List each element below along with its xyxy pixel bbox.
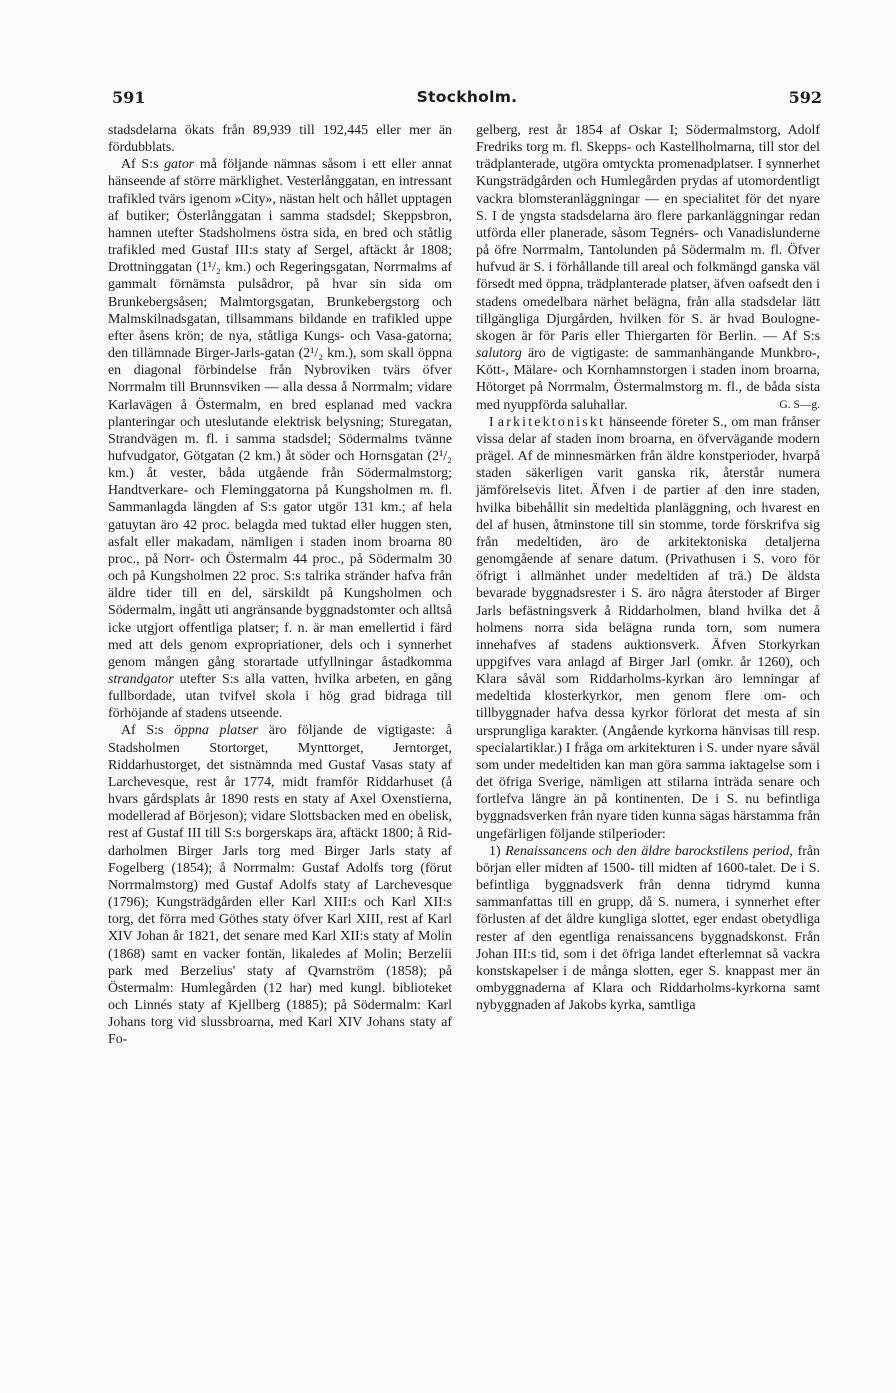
- emphasis-salutorg: salutorg: [476, 346, 522, 362]
- left-column: [108, 122, 452, 1048]
- text-run: må följande nämnas såsom i ett eller annat hänseende af större märklighet. Vesterlånggatan, en intressant trafikled tvärs igenom »City», nästan helt och hållet upptagen af butiker; Österlånggatan i samma stadsdel; Skeppsbron, hamnen utefter Stadsholmens östra sida, en bred och ståtlig trafikled med Gustaf III:s staty af Sergel, aftäckt år 1808; Drottninggatan (1¹/₂ km.) och Regeringsgatan, Norrmalms af gammalt förnämsta pulsådror, på hvar sin sida om Brunkebergsåsen; Malmtorgsgatan, Brunkebergstorg och Malmskilnadsgatan, tillsammans bildande en trafikled uppe efter åsens krön; de nya, ståtliga Kungs- och Vasa-gatorna; den tillämnade Birger-Jarls-gatan (2¹/₂ km.), som skall öppna en diagonal förbindelse från Nybroviken tvärs öfver Norrmalm till Brunnsviken — alla dessa å Norrmalm; vidare Karlavägen å Östermalm, en bred esplanad med vackra planteringar och uteslutande elektrisk belysning; Sturegatan, Strandvägen m. fl. i samma stadsdel; Södermalms tvänne hufvudgator, Götgatan (2 km.) åt söder och Hornsgatan (2¹/₂ km.) åt vester, båda utgående från Södermalmstorg; Handtverkare- och Fleminggatorna på Kungsholmen m. fl. Sammanlagda längden af S:s gator utgör 131 km.; af hela gatuytan äro 42 proc. belagda med tuktad eller huggen sten, asfalt eller makadam, nämligen i staden inom broarna 80 proc., på Norr- och Östermalm 44 proc., på Södermalm 30 och på Kungsholmen 22 proc. S:s talrika stränder hafva från äldre tider till en del, särskildt på Kungsholmen och Södermalm, ingått uti angränsande byggnadstomter och alltså icke utgjort offentliga platser; f. n. är man emellertid i färd med att dels genom expropriationer, dels och i synnerhet genom mången gång storartade utfyllningar åstadkomma: [108, 157, 453, 670]
- running-title: Stockholm.: [416, 88, 518, 106]
- emphasis-gator: gator: [164, 157, 195, 173]
- author-signature: G. S—g.: [779, 398, 820, 411]
- page-number-right: 592: [788, 88, 822, 107]
- text-run: gelberg, rest år 1854 af Oskar I; Södermalmstorg, Adolf Fredriks torg m. fl. Skepps- och Kastellholmarna, till stor del trädplanterade, utgöra omtyckta promenadplatser. I synnerhet Kungsträdgården och Humlegården prydas af utomordentligt vackra blomsteranläggningar — en specialitet för det nyare S. I de yngsta stadsdelarna äro flere parkanläggningar redan utförda eller planerade, såsom Tegnérs- och Vanadislunderne på öfre Norrmalm, Tantolunden på Södermalm m. fl. Öfver hufvud är S. i förhållande till areal och folkmängd ganska väl försedt med öppna, trädplanterade platser, äfven oafsedt den i stadens omedelbara närhet belägna, från alla stadsdelar lätt tillgängliga Djurgården, hvilken för S. är hvad Boulogne-skogen är för Paris eller Thiergarten för Berlin. — Af S:s: [476, 123, 820, 344]
- emphasis-oppna-platser: öppna platser: [174, 723, 259, 739]
- page-header: [112, 88, 822, 112]
- text-run: I: [489, 414, 498, 430]
- paragraph-gator: [108, 156, 452, 722]
- text-run: hänseende företer S., om man frånser vissa delar af staden inom broarna, en öfvervägande modern prägel. Af de minnesmärken från äldre konstperioder, hvarpå staden säkerligen varit ganska rik, återstår numera jämförelsevis litet. Äfven i de partier af den inre staden, hvilka bibehållit sin medeltida planläggning, och hvarest en del af husen, åtminstone till sin stomme, torde förskrifva sig från medeltiden, äro de arkitektoniska detaljerna genomgående af senare datum. (Privathusen i S. voro för öfrigt i allmänhet under medeltiden af trä.) De äldsta bevarade byggnadsrester i S. äro några återstoder af Birger Jarls befästningsverk å Riddarholmen, bland hvilka det å holmens norra sida belägna runda torn, som numera innehafves af stadens auktionsverk. Äfven Storkyrkan uppgifves vara anlagd af Birger Jarl (omkr. år 1260), och Klara såväl som Riddarholms-kyrkan äro lemningar af medeltida klosterkyrkor, men genom flere om- och tillbyggnader hafva dessa kyrkor förlorat det mesta af sin ursprungliga karakter. (Angående kyrkorna hänvisas till resp. specialartiklar.) I fråga om arkitekturen i S. under nyare såväl som under medeltiden kan man göra samma iaktagelse som i det öfriga Sverige, nämligen att stilarna inträda senare och fortlefva längre än på kontinenten. De i S. nu befintliga byggnadsverken från nyare tiden kunna sägas härstamma från ungefärligen följande stilperioder:: [476, 414, 821, 842]
- paragraph-arkitektoniskt: [476, 414, 820, 843]
- page-number-left: 591: [112, 88, 146, 107]
- emphasis-strandgator: strandgator: [108, 672, 174, 687]
- text-run: Af S:s: [121, 723, 175, 739]
- spaced-emphasis: arkitektoniskt: [497, 414, 606, 430]
- text-run: från början eller midten af 1500- till midten af 1600-talet. De i S. befintliga byggnadsverk från denna tidrymd kunna sammanfattas till en grupp, då S. numera, i synnerhet efter förlusten af det äldre kungliga slottet, eger endast obetydliga rester af den egentliga renaissancens byggnadskonst. Från Johan III:s tid, som i det öfriga landet efterlemnat så vackra konstskapelser i de många slotten, eger S. knappast mer än ombyggnaderna af Klara och Riddarholms-kyrkorna samt nybyggnaden af Jakobs kyrka, samtliga: [476, 843, 820, 1014]
- text-run: 1): [489, 843, 506, 859]
- paragraph: stadsdelarna ökats från 89,939 till 192,445 eller mer än fördubblats.: [108, 123, 452, 156]
- text-run: äro de vigtigaste: de sammanhängande Munkbro-, Kött-, Mälare- och Kornhamnstorgen i staden inom broarna, Hötorget på Norrmalm, Östermalmstorg m. fl., de båda sista med nyuppförda saluhallar.: [476, 346, 820, 413]
- text-run: äro följande de vigtigaste: å Stadsholmen Stortorget, Mynttorget, Jerntorget, Riddarhustorget, det sistnämnda med Gustaf Vasas staty af Larchevesque, rest år 1774, midt framför Riddarhuset (å hvars gårdsplats år 1890 rests en staty af Axel Oxenstierna, modellerad af Börjeson); vidare Slottsbacken med en obelisk, rest af Gustaf III till S:s borgerskaps ära, aftäckt 1800; å Riddarholmen Birger Jarls torg med Birger Jarls staty af Fogelberg (1854); å Norrmalm: Gustaf Adolfs torg (förut Norrmalmstorg) med Gustaf Adolfs staty af Larchevesque (1796); Kungsträdgården eller Karl XIII:s och Karl XII:s torg, det förra med Göthes staty öfver Karl XIII, rest af Karl XIV Johan år 1821, det senare med Karl XII:s staty af Molin (1868) samt en vacker fontän, likaledes af Molin; Berzelii park med Berzelius' staty af Qvarnström (1858); på Östermalm: Humlegården (12 har) med kungl. biblioteket och Linnés staty af Kjellberg (1885); på Södermalm: Karl Johans torg vid slussbroarna, med Karl XIV Johans staty af Fo-: [108, 723, 452, 1048]
- right-column: [476, 122, 820, 1014]
- text-run: Af S:s: [121, 157, 165, 173]
- text-run: utefter S:s alla vatten, hvilka arbeten, en gång fullbordade, utan tvifvel skola i hög grad bidraga till förhöjande af stadens utseende.: [108, 672, 452, 722]
- paragraph-continued: [476, 122, 820, 414]
- emphasis-period: Renaissancens och den äldre barockstilens period,: [505, 843, 793, 859]
- paragraph-oppna-platser: [108, 722, 452, 1048]
- paragraph-renaissance: [476, 843, 820, 1015]
